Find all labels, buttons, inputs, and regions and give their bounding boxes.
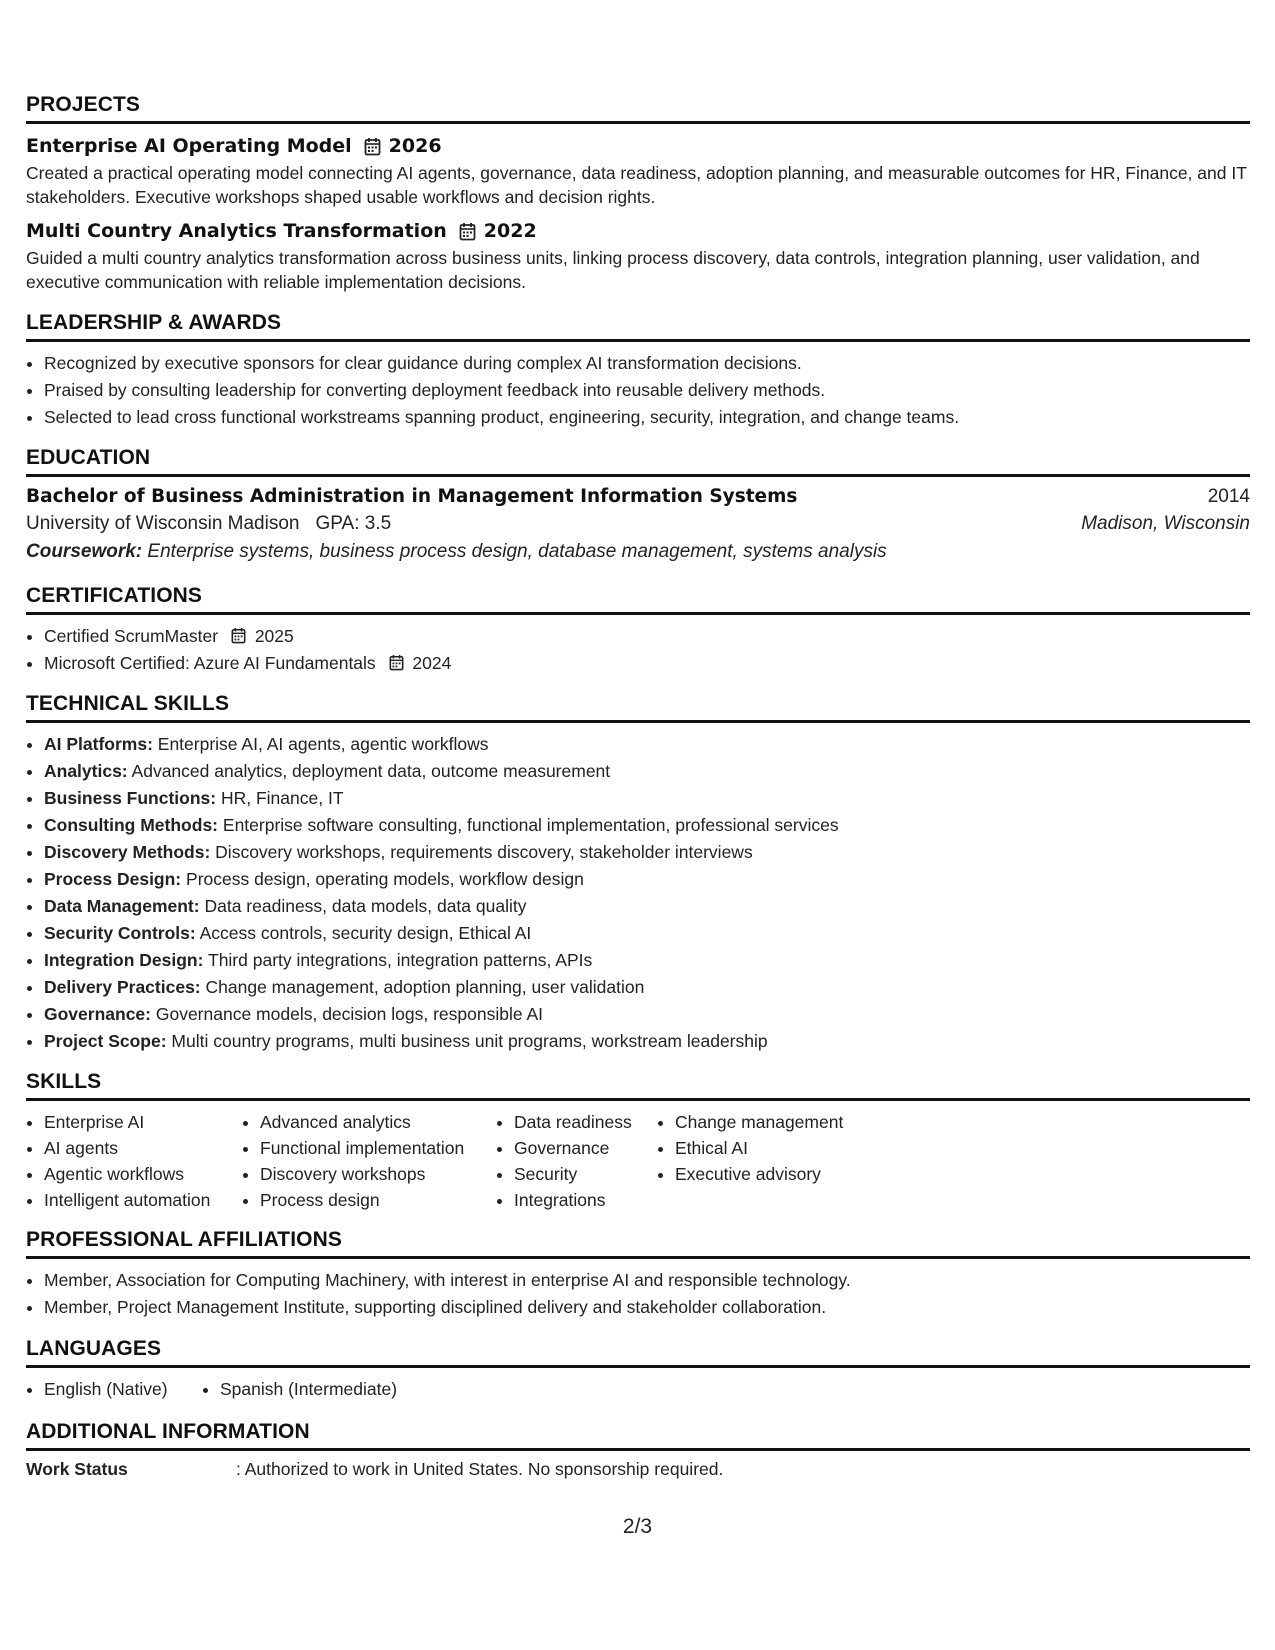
technical-skill-item [44, 1001, 1250, 1028]
skill-category: Security Controls: [44, 923, 196, 943]
skill-category: Project Scope: [44, 1031, 167, 1051]
info-key: Work Status [26, 1459, 128, 1479]
skill-values: Enterprise AI, AI agents, agentic workflows [157, 734, 489, 754]
skill-category: Governance: [44, 1004, 151, 1024]
technical-skill-item [44, 731, 1250, 758]
technical-skills-list [26, 731, 1250, 1055]
technical-skill-item [44, 947, 1250, 974]
affiliations-list [26, 1267, 1250, 1321]
skill-category: Discovery Methods: [44, 842, 211, 862]
graduation-year: 2014 [1207, 486, 1250, 507]
section-divider [26, 612, 1250, 615]
languages-section [26, 1336, 1250, 1403]
certification-item [44, 623, 1250, 650]
gpa: GPA: 3.5 [315, 513, 392, 534]
skill-item: • Change management [675, 1109, 905, 1135]
page-number: 2/3 [622, 1515, 653, 1538]
technical-skill-item [44, 866, 1250, 893]
section-title-affiliations: PROFESSIONAL AFFILIATIONS [26, 1228, 342, 1251]
list-item: • Selected to lead cross functional workstreams spanning product, engineering, security, integration, and change teams. [44, 404, 1250, 431]
project-item [26, 135, 1250, 209]
calendar-icon [364, 137, 381, 156]
project-name: Enterprise AI Operating Model [26, 135, 352, 157]
skill-values: Third party integrations, integration patterns, APIs [208, 950, 593, 970]
project-description: Created a practical operating model connecting AI agents, governance, data readiness, adoption planning, and measurable outcomes for HR, Finance, and IT stakeholders. Executive workshops shaped usable workflows and decision rights. [26, 163, 1247, 207]
section-title-languages: LANGUAGES [26, 1337, 162, 1360]
skills-section [26, 1069, 1250, 1213]
coursework-label: Coursework: [26, 541, 143, 562]
skills-column [657, 1109, 905, 1213]
technical-skill-item [44, 758, 1250, 785]
skill-values: Multi country programs, multi business unit programs, workstream leadership [171, 1031, 768, 1051]
skill-values: Discovery workshops, requirements discovery, stakeholder interviews [215, 842, 753, 862]
certifications-list [26, 623, 1250, 677]
language-item: • English (Native) [44, 1376, 202, 1403]
skill-category: Process Design: [44, 869, 182, 889]
skill-item: • Security [514, 1161, 657, 1187]
info-value: : Authorized to work in United States. No sponsorship required. [236, 1459, 724, 1479]
section-divider [26, 121, 1250, 124]
skill-values: HR, Finance, IT [220, 788, 344, 808]
skill-item: • Advanced analytics [260, 1109, 496, 1135]
skill-item: • Process design [260, 1187, 496, 1213]
languages-row [26, 1376, 1250, 1403]
certifications-section [26, 583, 1250, 677]
skill-category: Data Management: [44, 896, 200, 916]
section-title-technical-skills: TECHNICAL SKILLS [26, 692, 230, 715]
skill-values: Advanced analytics, deployment data, outcome measurement [131, 761, 611, 781]
skill-category: Consulting Methods: [44, 815, 219, 835]
additional-info-section [26, 1419, 1250, 1480]
certification-year: 2025 [254, 626, 294, 646]
language-item: • Spanish (Intermediate) [220, 1376, 397, 1403]
skill-item: • Functional implementation [260, 1135, 496, 1161]
section-divider [26, 1448, 1250, 1451]
certification-name: Certified ScrumMaster [44, 626, 219, 646]
project-name: Multi Country Analytics Transformation [26, 220, 447, 242]
skill-values: Change management, adoption planning, user validation [205, 977, 645, 997]
certification-year: 2024 [412, 653, 452, 673]
project-description: Guided a multi country analytics transformation across business units, linking process discovery, data controls, integration planning, user validation, and executive communication with reliable implementation decisions. [26, 248, 1200, 292]
section-divider [26, 720, 1250, 723]
project-item [26, 220, 1250, 294]
section-title-certifications: CERTIFICATIONS [26, 584, 203, 607]
skill-item: • Enterprise AI [44, 1109, 242, 1135]
skill-item: • Data readiness [514, 1109, 657, 1135]
affiliations-section [26, 1227, 1250, 1321]
degree-title: Bachelor of Business Administration in Management Information Systems [26, 486, 798, 507]
section-divider [26, 474, 1250, 477]
technical-skill-item [44, 812, 1250, 839]
skill-values: Process design, operating models, workflow design [186, 869, 584, 889]
section-title-skills: SKILLS [26, 1070, 102, 1093]
school-location: Madison, Wisconsin [1081, 513, 1250, 534]
projects-section [26, 92, 1250, 294]
certification-name: Microsoft Certified: Azure AI Fundamentals [44, 653, 376, 673]
section-divider [26, 339, 1250, 342]
section-divider [26, 1098, 1250, 1101]
section-divider [26, 1365, 1250, 1368]
leadership-list [26, 350, 1250, 431]
skills-column [242, 1109, 496, 1213]
technical-skill-item [44, 1028, 1250, 1055]
skills-column [496, 1109, 657, 1213]
section-title-education: EDUCATION [26, 446, 151, 469]
certification-item [44, 650, 1250, 677]
skill-category: Delivery Practices: [44, 977, 201, 997]
skill-item: • Integrations [514, 1187, 657, 1213]
info-row [26, 1459, 1250, 1480]
school-name: University of Wisconsin Madison [26, 513, 300, 534]
technical-skill-item [44, 920, 1250, 947]
skill-values: Access controls, security design, Ethical AI [199, 923, 532, 943]
skill-category: AI Platforms: [44, 734, 153, 754]
skill-category: Analytics: [44, 761, 128, 781]
skill-item: • Agentic workflows [44, 1161, 242, 1187]
skills-column [26, 1109, 242, 1213]
skill-item: • Ethical AI [675, 1135, 905, 1161]
list-item: • Member, Project Management Institute, supporting disciplined delivery and stakeholder collaboration. [44, 1294, 1250, 1321]
technical-skill-item [44, 839, 1250, 866]
education-section [26, 445, 1250, 563]
skill-item: • Executive advisory [675, 1161, 905, 1187]
project-year: 2022 [483, 220, 537, 242]
skill-values: Enterprise software consulting, functional implementation, professional services [222, 815, 839, 835]
section-title-additional: ADDITIONAL INFORMATION [26, 1420, 310, 1443]
calendar-icon [459, 222, 476, 241]
resume-page [26, 92, 1250, 1480]
skill-item: • AI agents [44, 1135, 242, 1161]
skill-item: • Governance [514, 1135, 657, 1161]
technical-skills-section [26, 691, 1250, 1055]
technical-skill-item [44, 785, 1250, 812]
technical-skill-item [44, 974, 1250, 1001]
calendar-icon [231, 627, 246, 644]
list-item: • Praised by consulting leadership for converting deployment feedback into reusable delivery methods. [44, 377, 1250, 404]
skill-item: • Intelligent automation [44, 1187, 242, 1213]
skill-values: Data readiness, data models, data quality [204, 896, 527, 916]
technical-skill-item [44, 893, 1250, 920]
project-year: 2026 [388, 135, 442, 157]
coursework-text: Enterprise systems, business process design, database management, systems analysis [147, 541, 887, 562]
leadership-section [26, 310, 1250, 431]
list-item: • Recognized by executive sponsors for clear guidance during complex AI transformation decisions. [44, 350, 1250, 377]
calendar-icon [389, 654, 404, 671]
skill-category: Business Functions: [44, 788, 217, 808]
list-item: • Member, Association for Computing Machinery, with interest in enterprise AI and responsible technology. [44, 1267, 1250, 1294]
skills-grid [26, 1109, 1250, 1213]
section-title-projects: PROJECTS [26, 93, 140, 116]
section-title-leadership: LEADERSHIP & AWARDS [26, 311, 282, 334]
skill-category: Integration Design: [44, 950, 204, 970]
coursework [26, 541, 1250, 563]
skill-item: • Discovery workshops [260, 1161, 496, 1187]
section-divider [26, 1256, 1250, 1259]
skill-values: Governance models, decision logs, responsible AI [155, 1004, 544, 1024]
